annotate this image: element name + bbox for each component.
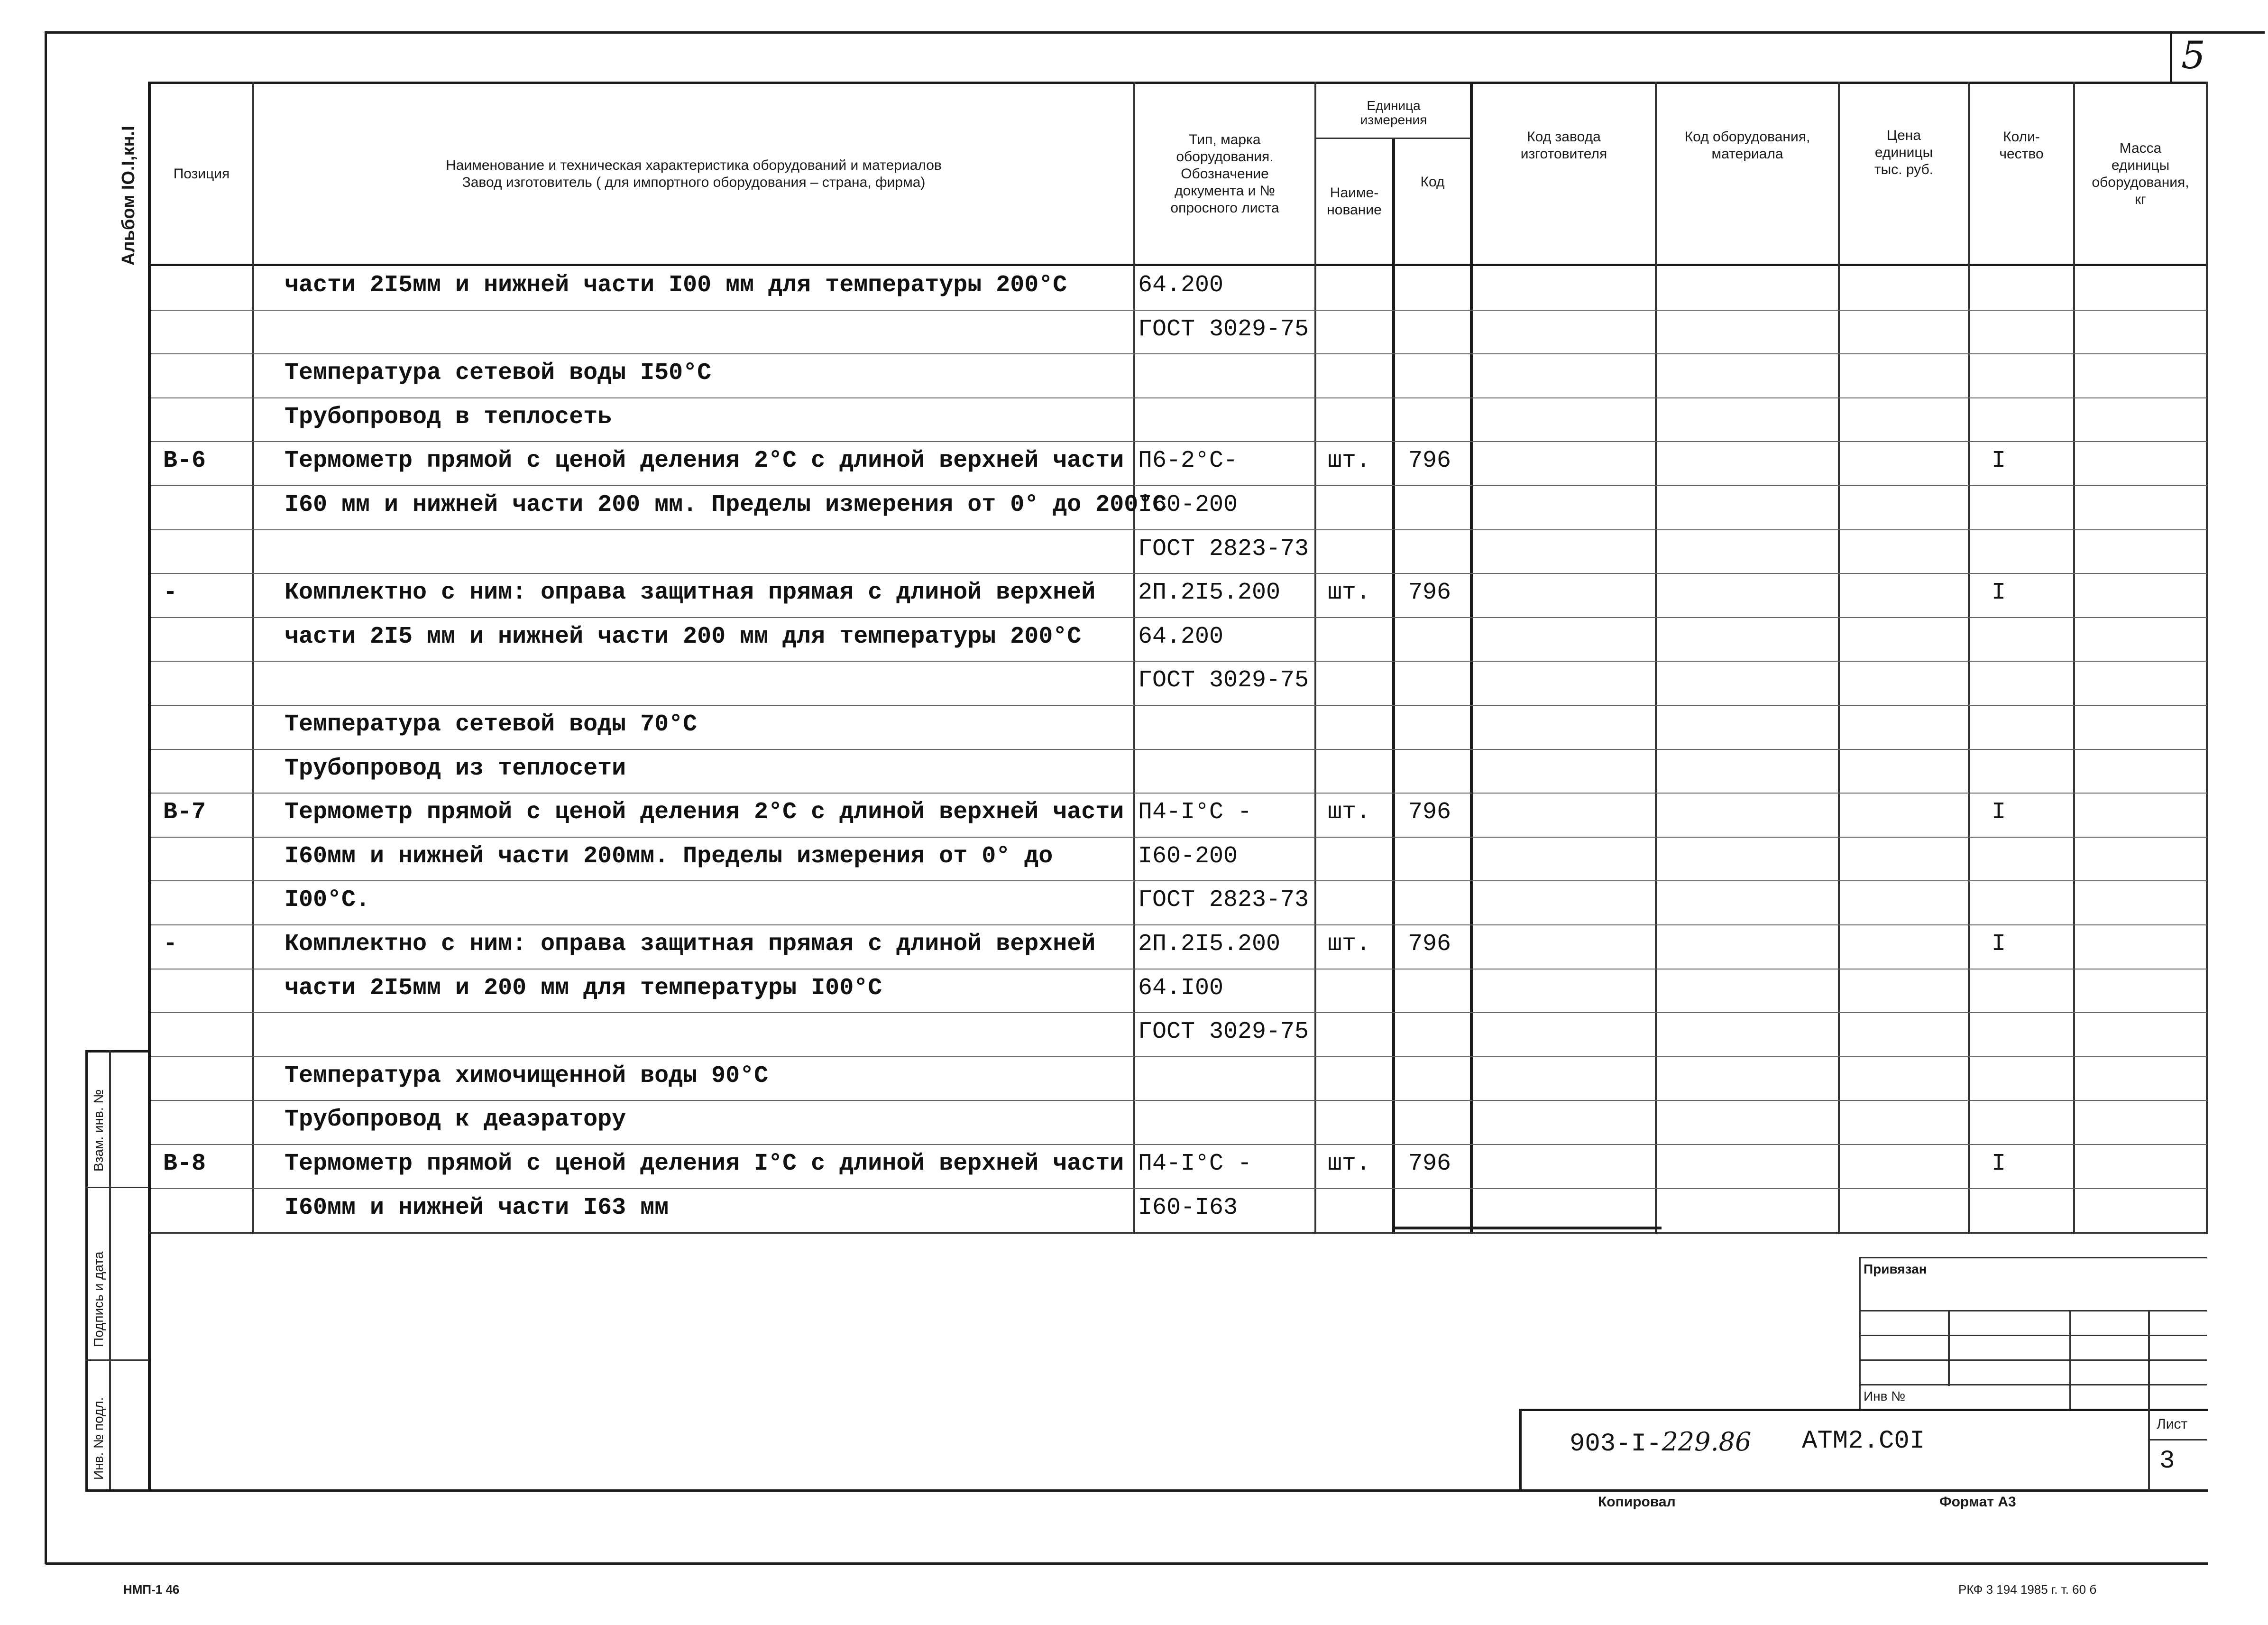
row-name: Температура сетевой воды 70°C xyxy=(285,711,698,738)
row-code: 796 xyxy=(1408,799,1451,826)
header-mass-l1: Масса xyxy=(2119,140,2162,156)
stamp-top-line xyxy=(1859,1257,2207,1258)
side-block-line xyxy=(85,1050,88,1491)
row-unit: шт. xyxy=(1328,931,1371,958)
header-unit-group xyxy=(1316,90,1471,136)
header-unit-l2: измерения xyxy=(1360,112,1427,127)
row-name: Температура химочищенной воды 90°C xyxy=(285,1062,769,1089)
row-name: Термометр прямой с ценой деления 2°C с длиной верхней части xyxy=(285,447,1124,475)
header-mass xyxy=(2075,84,2206,264)
header-type-l2: оборудования. xyxy=(1176,149,1274,165)
col-divider xyxy=(1838,82,1840,1234)
row-type: ГОСТ 3029-75 xyxy=(1138,315,1309,343)
header-type-l5: опросного листа xyxy=(1170,200,1279,216)
row-code: 796 xyxy=(1408,579,1451,607)
side-inv-podl-label: Инв. № подл. xyxy=(91,1397,106,1480)
row-code: 796 xyxy=(1408,1150,1451,1177)
header-unit-name-l1: Наиме- xyxy=(1330,185,1379,201)
row-type: ГОСТ 3029-75 xyxy=(1138,667,1309,694)
header-price xyxy=(1840,84,1968,222)
side-block-bottom xyxy=(85,1489,149,1492)
row-position: - xyxy=(163,579,178,607)
header-type-l4: документа и № xyxy=(1175,183,1275,199)
header-factory-code xyxy=(1473,84,1655,207)
row-name: части 2I5мм и 200 мм для температуры I00°C xyxy=(285,974,882,1002)
header-name-line1: Наименование и техническая характеристика оборудований и материалов xyxy=(446,157,942,173)
footer-format: Формат А3 xyxy=(1939,1494,2016,1510)
row-quantity: I xyxy=(1992,931,2006,958)
col-divider xyxy=(2206,82,2208,1234)
header-factory-l2: изготовителя xyxy=(1520,146,1607,162)
header-position: Позиция xyxy=(173,166,230,182)
header-qty-l1: Коли- xyxy=(2003,129,2040,145)
row-quantity: I xyxy=(1992,579,2006,607)
col-divider-thick xyxy=(1392,138,1395,1234)
footer-left-code: НМП-1 46 xyxy=(123,1582,180,1597)
header-unit-l1: Единица xyxy=(1367,98,1421,113)
row-quantity: I xyxy=(1992,1150,2006,1177)
row-type: 2П.2I5.200 xyxy=(1138,931,1281,958)
row-unit: шт. xyxy=(1328,1150,1371,1177)
header-type-l1: Тип, марка xyxy=(1189,132,1261,148)
stamp-grid-col xyxy=(2069,1310,2071,1409)
row-type: 64.200 xyxy=(1138,272,1224,299)
header-equipment-code xyxy=(1657,84,1838,207)
sheet-corner-number: 5 xyxy=(2181,33,2205,77)
title-block-top xyxy=(1520,1409,2208,1411)
header-factory-l1: Код завода xyxy=(1527,129,1601,145)
row-name: части 2I5мм и нижней части I00 мм для температуры 200°C xyxy=(285,272,1067,299)
side-block-div xyxy=(85,1187,149,1188)
title-block-sheet-col xyxy=(2148,1409,2150,1490)
row-type: 64.I00 xyxy=(1138,974,1224,1002)
unit-group-line xyxy=(1314,138,1471,139)
row-type: П6-2°C- xyxy=(1138,447,1238,475)
row-type: 64.200 xyxy=(1138,623,1224,650)
header-price-l2: единицы xyxy=(1874,145,1933,160)
album-label: Альбом IO.I,кн.I xyxy=(119,126,138,266)
row-position: В-8 xyxy=(163,1150,206,1177)
footer-right-code: РКФ 3 194 1985 г. т. 60 б xyxy=(1958,1582,2097,1597)
row-type: ГОСТ 3029-75 xyxy=(1138,1018,1309,1046)
table-bottom xyxy=(148,1489,2208,1492)
row-quantity: I xyxy=(1992,447,2006,475)
stamp-grid-line xyxy=(1859,1384,2207,1385)
row-name: I60 мм и нижней части 200 мм. Пределы измерения от 0° до 200°C xyxy=(285,491,1167,518)
row-code: 796 xyxy=(1408,931,1451,958)
row-name: Трубопровод в теплосеть xyxy=(285,403,612,431)
document-number xyxy=(1570,1427,1751,1459)
title-block-left xyxy=(1519,1409,1522,1490)
table-data-bottom xyxy=(1392,1227,1662,1229)
header-mass-l2: единицы xyxy=(2111,157,2170,173)
stamp-attached-label: Привязан xyxy=(1864,1262,1927,1276)
header-type-l3: Обозначение xyxy=(1181,166,1269,182)
corner-box-line xyxy=(2170,31,2172,83)
row-type: П4-I°C - xyxy=(1138,1150,1252,1177)
table-left xyxy=(148,82,151,1491)
col-divider-thick xyxy=(1470,82,1473,1234)
frame-left xyxy=(45,31,47,1564)
side-block-top xyxy=(85,1050,149,1053)
header-qty-l2: чество xyxy=(1999,146,2044,162)
frame-top xyxy=(46,31,2265,34)
header-unit-code: Код xyxy=(1420,174,1445,190)
side-podpis-label: Подпись и дата xyxy=(91,1251,106,1347)
doc-prefix: 903-I- xyxy=(1570,1430,1662,1459)
side-vzam-label: Взам. инв. № xyxy=(91,1089,106,1172)
sheet-number: 3 xyxy=(2159,1447,2175,1476)
row-type: 2П.2I5.200 xyxy=(1138,579,1281,607)
header-mass-l3: оборудования, xyxy=(2092,175,2189,190)
row-type: П4-I°C - xyxy=(1138,799,1252,826)
header-mass-l4: кг xyxy=(2134,192,2147,207)
stamp-grid-col xyxy=(1948,1310,1950,1386)
row-name: Комплектно с ним: оправа защитная прямая с длиной верхней xyxy=(285,931,1096,958)
row-type: ГОСТ 2823-73 xyxy=(1138,886,1309,914)
stamp-grid-line xyxy=(1859,1359,2207,1361)
header-name xyxy=(254,84,1133,264)
col-divider xyxy=(1655,82,1657,1234)
row-unit: шт. xyxy=(1328,447,1371,475)
row-name: части 2I5 мм и нижней части 200 мм для температуры 200°C xyxy=(285,623,1082,650)
side-block-inner xyxy=(109,1050,111,1491)
row-name: I00°C. xyxy=(285,886,370,914)
header-price-l3: тыс. руб. xyxy=(1874,162,1934,177)
row-name: Температура сетевой воды I50°C xyxy=(285,360,712,387)
stamp-grid-line xyxy=(1859,1310,2207,1311)
row-unit: шт. xyxy=(1328,579,1371,607)
row-position: - xyxy=(163,931,178,958)
row-type: I60-I63 xyxy=(1138,1194,1238,1221)
header-price-l1: Цена xyxy=(1886,128,1921,143)
header-equip-l2: материала xyxy=(1711,146,1783,162)
row-type: I60-200 xyxy=(1138,842,1238,870)
stamp-grid-col xyxy=(2148,1310,2150,1409)
row-type: ГОСТ 2823-73 xyxy=(1138,535,1309,563)
row-name: I60мм и нижней части I63 мм xyxy=(285,1194,669,1221)
row-name: Комплектно с ним: оправа защитная прямая с длиной верхней xyxy=(285,579,1096,607)
footer-copied: Копировал xyxy=(1598,1494,1676,1510)
header-equip-l1: Код оборудования, xyxy=(1684,129,1810,145)
side-block-div xyxy=(85,1359,149,1361)
row-name: Термометр прямой с ценой деления 2°C с длиной верхней части xyxy=(285,799,1124,826)
row-name: Трубопровод из теплосети xyxy=(285,755,626,782)
header-type xyxy=(1135,84,1314,264)
row-position: В-6 xyxy=(163,447,206,475)
header-unit-name xyxy=(1316,139,1392,264)
sheet-label: Лист xyxy=(2157,1416,2188,1432)
doc-hand-number: 229.86 xyxy=(1662,1427,1752,1457)
row-quantity: I xyxy=(1992,799,2006,826)
row-type: I60-200 xyxy=(1138,491,1238,518)
header-name-line2: Завод изготовитель ( для импортного оборудования – страна, фирма) xyxy=(462,175,926,190)
stamp-grid-line xyxy=(1859,1335,2207,1336)
row-name: Термометр прямой с ценой деления I°C с длиной верхней части xyxy=(285,1150,1124,1177)
header-quantity xyxy=(1970,84,2073,207)
row-unit: шт. xyxy=(1328,799,1371,826)
row-position: В-7 xyxy=(163,799,206,826)
table-data-bottom-full xyxy=(149,1232,2207,1234)
row-name: Трубопровод к деаэратору xyxy=(285,1106,626,1134)
frame-bottom xyxy=(46,1562,2208,1565)
col-divider xyxy=(1968,82,1970,1234)
document-code: АТМ2.С0I xyxy=(1802,1427,1925,1456)
row-name: I60мм и нижней части 200мм. Пределы измерения от 0° до xyxy=(285,842,1053,870)
row-code: 796 xyxy=(1408,447,1451,475)
stamp-inv-label: Инв № xyxy=(1864,1389,1906,1403)
title-block-sheet-line xyxy=(2148,1439,2207,1440)
stamp-left-line xyxy=(1859,1257,1861,1409)
header-unit-name-l2: нование xyxy=(1327,202,1382,218)
